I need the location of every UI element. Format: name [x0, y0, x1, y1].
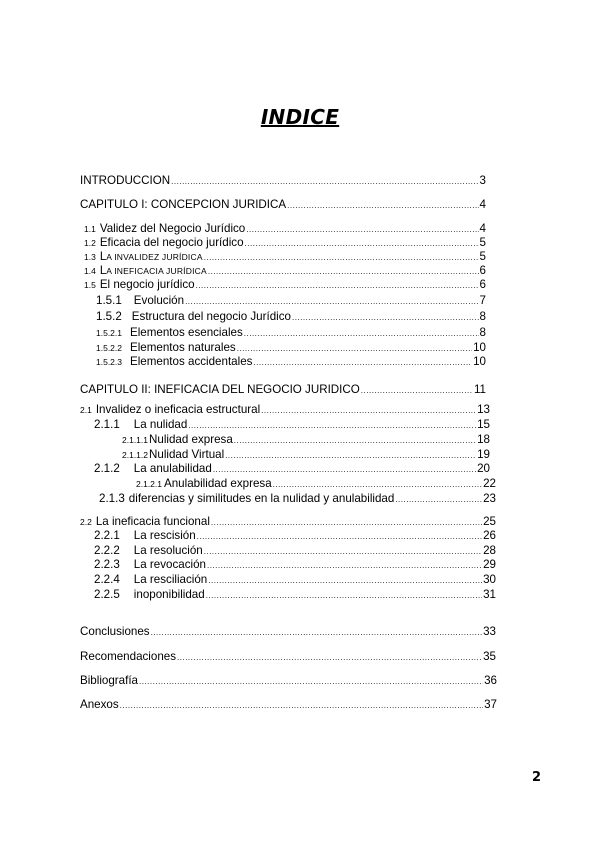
- dot-leader: [287, 199, 478, 213]
- dot-leader: [120, 699, 483, 713]
- toc-entry-text: Validez del Negocio Jurídico: [99, 222, 246, 235]
- toc-entry-number: 2.1.2: [94, 462, 120, 475]
- toc-entry-text: Elementos naturales: [130, 341, 236, 354]
- dot-leader: [292, 311, 479, 325]
- toc-entry-number: 2.1.1: [94, 418, 120, 431]
- toc-entry-text: Elementos accidentales: [130, 355, 253, 368]
- toc-entry-text: Elementos esenciales: [130, 326, 243, 339]
- toc-entry-number: 1.3: [84, 252, 96, 262]
- dot-leader: [206, 589, 482, 603]
- toc-entry-bibliografia[interactable]: [80, 674, 497, 689]
- toc-entry-page: 6: [479, 264, 486, 277]
- toc-entry-page: 25: [483, 515, 496, 528]
- toc-entry-page: 30: [483, 573, 496, 586]
- dot-leader: [225, 449, 476, 463]
- toc-entry-page: 3: [479, 174, 486, 187]
- toc-entry-2-1-1-2[interactable]: [122, 448, 490, 463]
- toc-entry-text: Nulidad expresa: [149, 433, 233, 446]
- toc-entry-text: La resciliación: [133, 573, 208, 586]
- toc-entry-1-5-2[interactable]: [96, 310, 486, 325]
- toc-entry-1-5-2-1[interactable]: [96, 326, 486, 341]
- toc-entry-number: 1.5.2: [96, 310, 122, 323]
- dot-leader: [204, 251, 479, 265]
- dot-leader: [196, 279, 479, 293]
- toc-entry-page: 26: [483, 529, 496, 542]
- dot-leader: [139, 675, 483, 689]
- toc-entry-text: Invalidez o ineficacia estructural: [95, 403, 261, 416]
- toc-entry-page: 13: [477, 403, 490, 416]
- toc-entry-text: INTRODUCCION: [80, 174, 171, 187]
- toc-entry-number: 2.1.3: [99, 492, 125, 505]
- toc-entry-number: 2.2.4: [94, 573, 120, 586]
- toc-entry-number: 1.5: [84, 280, 96, 290]
- toc-entry-page: 23: [483, 492, 496, 505]
- toc-entry-page: 28: [483, 544, 496, 557]
- dot-leader: [208, 574, 482, 588]
- toc-entry-1-3[interactable]: [84, 250, 486, 265]
- toc-entry-page: 31: [483, 588, 496, 601]
- toc-entry-text: Bibliografía: [80, 674, 139, 687]
- toc-entry-text: Eficacia del negocio jurídico: [99, 236, 244, 249]
- toc-entry-text: La revocación: [133, 558, 206, 571]
- dot-leader: [213, 463, 476, 477]
- toc-entry-text: Conclusiones: [80, 625, 150, 638]
- toc-entry-2-2-2[interactable]: [94, 544, 496, 559]
- toc-entry-1-5-1[interactable]: [96, 294, 486, 309]
- toc-entry-number: 2.2.1: [94, 529, 120, 542]
- dot-leader: [151, 626, 482, 640]
- toc-entry-page: 19: [477, 448, 490, 461]
- toc-entry-number: 2.1.1.2: [122, 450, 148, 460]
- toc-entry-text: Recomendaciones: [80, 650, 177, 663]
- dot-leader: [185, 295, 478, 309]
- dot-leader: [244, 327, 479, 341]
- toc-entry-page: 6: [479, 278, 486, 291]
- toc-entry-page: 36: [484, 674, 497, 687]
- toc-entry-page: 35: [483, 650, 496, 663]
- dot-leader: [237, 342, 472, 356]
- toc-entry-1-2[interactable]: [84, 236, 486, 251]
- toc-entry-recomendaciones[interactable]: [80, 650, 496, 665]
- toc-entry-text-initial: L: [99, 264, 107, 277]
- dot-leader: [234, 434, 476, 448]
- dot-leader: [361, 384, 473, 398]
- dot-leader: [261, 404, 476, 418]
- dot-leader: [177, 651, 482, 665]
- toc-entry-text: La anulabilidad: [133, 462, 212, 475]
- toc-entry-number: 1.5.1: [96, 294, 122, 307]
- toc-entry-2-2-5[interactable]: [94, 588, 496, 603]
- toc-entry-2-1-3[interactable]: [99, 492, 496, 507]
- dot-leader: [188, 419, 476, 433]
- toc-entry-capitulo-1[interactable]: [80, 198, 486, 213]
- toc-entry-number: 2.2.5: [94, 588, 120, 601]
- toc-entry-2-2-3[interactable]: [94, 558, 496, 573]
- toc-entry-page: 5: [479, 236, 486, 249]
- toc-entry-page: 33: [483, 625, 496, 638]
- toc-entry-number: 1.5.2.2: [96, 343, 122, 353]
- page-number: 2: [532, 770, 542, 785]
- toc-entry-page: 10: [473, 355, 486, 368]
- toc-entry-number: 1.1: [84, 224, 96, 234]
- toc-entry-page: 8: [479, 310, 486, 323]
- dot-leader: [208, 265, 479, 279]
- toc-entry-text: La rescisión: [133, 529, 196, 542]
- toc-entry-1-5[interactable]: [84, 278, 486, 293]
- toc-entry-text: Evolución: [133, 294, 185, 307]
- toc-entry-number: 2.1.1.1: [122, 435, 148, 445]
- toc-entry-page: 29: [483, 558, 496, 571]
- toc-entry-text: La ineficacia funcional: [95, 515, 210, 528]
- toc-entry-anexos[interactable]: [80, 698, 497, 713]
- toc-entry-page: 4: [479, 198, 486, 211]
- dot-leader: [245, 237, 479, 251]
- toc-entry-text: CAPITULO I: CONCEPCION JURIDICA: [80, 198, 287, 211]
- dot-leader: [171, 175, 478, 189]
- toc-entry-text: Nulidad Virtual: [149, 448, 225, 461]
- toc-entry-page: 8: [479, 326, 486, 339]
- dot-leader: [246, 223, 478, 237]
- toc-entry-2-1-2-1[interactable]: [136, 477, 496, 492]
- dot-leader: [273, 478, 482, 492]
- toc-entry-2-2[interactable]: [80, 515, 496, 530]
- dot-leader: [197, 530, 482, 544]
- toc-entry-number: 1.5.2.1: [96, 328, 122, 338]
- toc-entry-2-1-1[interactable]: [94, 418, 490, 433]
- toc-entry-text: El negocio jurídico: [99, 278, 195, 291]
- toc-entry-2-2-1[interactable]: [94, 529, 496, 544]
- toc-entry-text: La resolución: [133, 544, 203, 557]
- toc-entry-page: 37: [484, 698, 497, 711]
- toc-entry-page: 4: [479, 222, 486, 235]
- toc-entry-1-1[interactable]: [84, 222, 486, 237]
- dot-leader: [207, 559, 482, 573]
- toc-entry-number: 2.2.2: [94, 544, 120, 557]
- toc-entry-1-5-2-2[interactable]: [96, 341, 486, 356]
- toc-entry-number: 2.1: [80, 405, 92, 415]
- toc-entry-page: 5: [479, 250, 486, 263]
- toc-entry-number: 1.2: [84, 238, 96, 248]
- toc-entry-introduccion[interactable]: [80, 174, 486, 189]
- toc-entry-1-5-2-3[interactable]: [96, 355, 486, 370]
- toc-entry-number: 2.1.2.1: [136, 479, 162, 489]
- toc-entry-conclusiones[interactable]: [80, 625, 496, 640]
- dot-leader: [395, 493, 482, 507]
- toc-entry-2-2-4[interactable]: [94, 573, 496, 588]
- dot-leader: [211, 516, 482, 530]
- dot-leader: [204, 545, 482, 559]
- toc-entry-text-initial: L: [99, 250, 107, 263]
- toc-entry-page: 11: [473, 383, 486, 396]
- toc-entry-number: 2.2.3: [94, 558, 120, 571]
- toc-entry-page: 20: [477, 462, 490, 475]
- toc-entry-text: La nulidad: [133, 418, 188, 431]
- dot-leader: [253, 356, 472, 370]
- toc-entry-2-1-2[interactable]: [94, 462, 490, 477]
- toc-entry-number: 1.5.2.3: [96, 357, 122, 367]
- toc-entry-number: 2.2: [80, 517, 92, 527]
- toc-entry-page: 10: [473, 341, 486, 354]
- toc-entry-text: A INVALIDEZ JURÍDICA: [106, 252, 203, 262]
- toc-entry-text: Anexos: [80, 698, 119, 711]
- toc-entry-text: A INEFICACIA JURÍDICA: [106, 266, 207, 276]
- toc-entry-2-1-1-1[interactable]: [122, 433, 490, 448]
- toc-entry-text: diferencias y similitudes en la nulidad y anulabilidad: [128, 492, 395, 505]
- toc-entry-page: 18: [477, 433, 490, 446]
- toc-entry-2-1[interactable]: [80, 403, 490, 418]
- toc-entry-page: 22: [483, 477, 496, 490]
- toc-entry-number: 1.4: [84, 266, 96, 276]
- toc-entry-page: 15: [477, 418, 490, 431]
- toc-entry-text: CAPITULO II: INEFICACIA DEL NEGOCIO JURIDICO: [80, 383, 360, 396]
- toc-entry-text: Estructura del negocio Jurídico: [131, 310, 291, 323]
- toc-entry-page: 7: [479, 294, 486, 307]
- page-title: INDICE: [260, 105, 340, 129]
- toc-entry-capitulo-2[interactable]: [80, 383, 486, 398]
- toc-entry-1-4[interactable]: [84, 264, 486, 279]
- toc-entry-text: inoponibilidad: [133, 588, 205, 601]
- toc-entry-text: Anulabilidad expresa: [164, 477, 272, 490]
